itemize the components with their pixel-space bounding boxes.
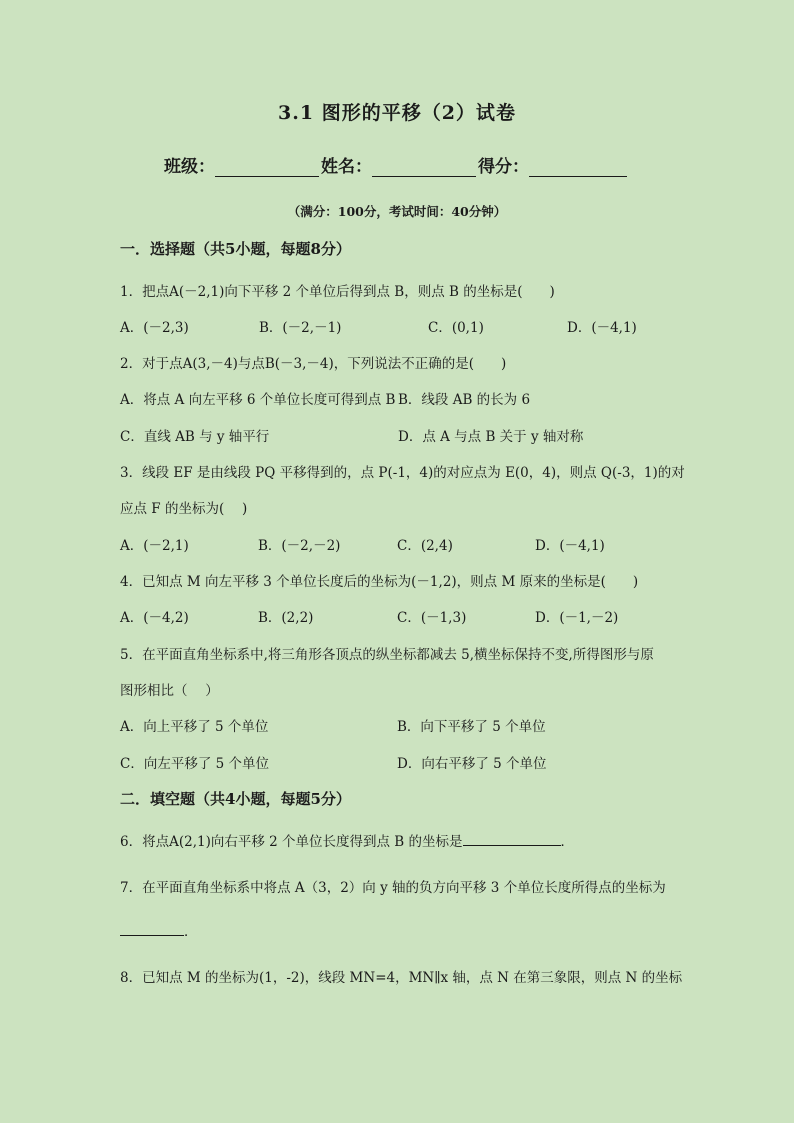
question-7-stem: 7．在平面直角坐标系中将点 A（3，2）向 y 轴的负方向平移 3 个单位长度所得点的坐标为 (120, 880, 666, 896)
question-5-stem-line-1: 5．在平面直角坐标系中,将三角形各顶点的纵坐标都减去 5,横坐标保持不变,所得图形与原 (120, 647, 654, 663)
question-7-answer-blank[interactable] (120, 921, 184, 936)
question-6-end: ． (560, 834, 575, 850)
question-1-option-c[interactable]: C．(0,1) (428, 320, 484, 336)
question-4-option-c[interactable]: C．(－1,3) (397, 610, 467, 626)
question-8-stem: 8．已知点 M 的坐标为(1，-2)，线段 MN=4，MN∥x 轴，点 N 在第三象限，则点 N 的坐标 (120, 970, 683, 986)
question-4-option-d[interactable]: D．(－1,－2) (535, 610, 619, 626)
question-1-option-d[interactable]: D．(－4,1) (567, 320, 637, 336)
question-3-stem-line-1: 3．线段 EF 是由线段 PQ 平移得到的，点 P(-1，4)的对应点为 E(0，4)，则点 Q(-3，1)的对 (120, 465, 685, 481)
question-5-option-d[interactable]: D．向右平移了 5 个单位 (397, 756, 547, 772)
page-title: 3.1 图形的平移（2）试卷 (278, 102, 516, 124)
question-1-option-a[interactable]: A．(－2,3) (120, 320, 189, 336)
question-3-option-a[interactable]: A．(－2,1) (120, 538, 189, 554)
question-2-option-c[interactable]: C．直线 AB 与 y 轴平行 (120, 429, 270, 445)
section-heading-choice: 一．选择题（共5小题，每题8分） (120, 240, 351, 258)
name-blank[interactable] (372, 156, 476, 177)
student-info-row (164, 152, 627, 177)
question-6-answer-blank[interactable] (463, 831, 561, 846)
exam-note: （满分：100分，考试时间：40分钟） (287, 204, 507, 219)
question-6 (120, 830, 574, 850)
question-5-option-b[interactable]: B．向下平移了 5 个单位 (397, 719, 546, 735)
question-7-answer-line (120, 920, 198, 940)
score-blank[interactable] (529, 156, 627, 177)
question-6-stem: 6．将点A(2,1)向右平移 2 个单位长度得到点 B 的坐标是 (120, 834, 463, 850)
question-2-option-b[interactable]: B．线段 AB 的长为 6 (398, 392, 531, 408)
question-4-option-b[interactable]: B．(2,2) (258, 610, 314, 626)
question-4-stem: 4．已知点 M 向左平移 3 个单位长度后的坐标为(－1,2)，则点 M 原来的坐标是( ) (120, 574, 639, 590)
question-4-option-a[interactable]: A．(－4,2) (120, 610, 189, 626)
class-label: 班级： (164, 157, 215, 177)
question-1-stem: 1．把点A(－2,1)向下平移 2 个单位后得到点 B，则点 B 的坐标是( ) (120, 284, 555, 300)
question-3-option-b[interactable]: B．(－2,－2) (258, 538, 341, 554)
class-blank[interactable] (215, 156, 319, 177)
question-5-stem-line-2: 图形相比（ ） (120, 683, 219, 699)
section-heading-fill: 二．填空题（共4小题，每题5分） (120, 790, 351, 808)
question-3-stem-line-2: 应点 F 的坐标为( ) (120, 501, 248, 517)
question-2-option-d[interactable]: D．点 A 与点 B 关于 y 轴对称 (398, 429, 584, 445)
question-5-option-c[interactable]: C．向左平移了 5 个单位 (120, 756, 270, 772)
question-3-option-c[interactable]: C．(2,4) (397, 538, 453, 554)
score-label: 得分： (478, 157, 529, 177)
question-7-end: ． (184, 924, 198, 940)
name-label: 姓名： (321, 157, 372, 177)
question-5-option-a[interactable]: A．向上平移了 5 个单位 (120, 719, 269, 735)
question-2-stem: 2．对于点A(3,－4)与点B(－3,－4)，下列说法不正确的是( ) (120, 356, 507, 372)
question-2-option-a[interactable]: A．将点 A 向左平移 6 个单位长度可得到点 B (120, 392, 396, 408)
question-3-option-d[interactable]: D．(－4,1) (535, 538, 605, 554)
question-1-option-b[interactable]: B．(－2,－1) (259, 320, 342, 336)
